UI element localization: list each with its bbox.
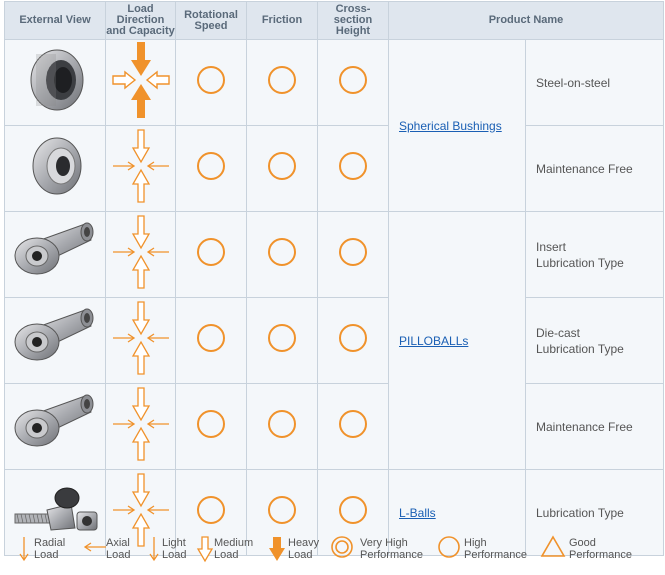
- circle-icon: [318, 150, 388, 187]
- rotational-speed-cell: [176, 212, 247, 298]
- bearing-photo-icon: [5, 126, 105, 211]
- friction-cell: [247, 298, 318, 384]
- circle-icon: [247, 408, 317, 445]
- circle-icon: [247, 150, 317, 187]
- circle-icon: [247, 64, 317, 101]
- header-friction: Friction: [247, 2, 318, 40]
- cross-section-cell: [318, 212, 389, 298]
- product-type: Maintenance Free: [526, 126, 664, 212]
- rotational-speed-cell: [176, 126, 247, 212]
- product-group-link[interactable]: L-Balls: [399, 505, 436, 520]
- table-row: [5, 298, 664, 384]
- bearing-photo-icon: [5, 384, 105, 469]
- product-image: [5, 126, 106, 212]
- circle-icon: [176, 236, 246, 273]
- circle-icon: [318, 236, 388, 273]
- legend-label: Medium Load: [214, 537, 254, 561]
- table-row: [5, 40, 664, 126]
- rotational-speed-cell: [176, 40, 247, 126]
- product-type: Die-cast Lubrication Type: [526, 298, 664, 384]
- medium-load-icon: [106, 126, 175, 211]
- circle-icon: [176, 322, 246, 359]
- table-row: [5, 384, 664, 470]
- circle-icon: [318, 408, 388, 445]
- product-table: [4, 1, 664, 556]
- bearing-photo-icon: [5, 40, 105, 125]
- medium-load-icon: [106, 212, 175, 297]
- load-direction-cell: [106, 384, 176, 470]
- product-image: [5, 384, 106, 470]
- load-direction-cell: [106, 40, 176, 126]
- friction-cell: [247, 40, 318, 126]
- medium-load-icon: [106, 384, 175, 469]
- cross-section-cell: [318, 40, 389, 126]
- product-image: [5, 298, 106, 384]
- bearing-photo-icon: [5, 212, 105, 297]
- header-load: Load Direction and Capacity: [106, 2, 176, 40]
- circle-icon: [176, 494, 246, 531]
- friction-cell: [247, 384, 318, 470]
- rotational-speed-cell: [176, 298, 247, 384]
- friction-cell: [247, 212, 318, 298]
- header-external-view: External View: [5, 2, 106, 40]
- legend-item: [330, 535, 430, 571]
- medium-load-icon: [106, 298, 175, 383]
- circle-icon: [176, 64, 246, 101]
- circle-icon: [247, 322, 317, 359]
- legend-label: Radial Load: [34, 537, 66, 561]
- circle-icon: [318, 494, 388, 531]
- legend: [0, 533, 665, 573]
- circle-icon: [176, 150, 246, 187]
- product-type: Steel-on-steel: [526, 40, 664, 126]
- circle-icon: [247, 494, 317, 531]
- legend-label: High Performance: [464, 537, 527, 561]
- circle-icon: [247, 236, 317, 273]
- circle-icon: [318, 322, 388, 359]
- product-image: [5, 40, 106, 126]
- legend-item: [540, 535, 640, 571]
- product-type: Insert Lubrication Type: [526, 212, 664, 298]
- legend-label: Heavy Load: [288, 537, 320, 561]
- product-group-cell: [389, 212, 526, 470]
- circle-icon: [318, 64, 388, 101]
- product-group-link[interactable]: PILLOBALLs: [399, 333, 469, 348]
- table-row: [5, 212, 664, 298]
- product-type: Lubrication Type: [526, 470, 664, 556]
- cross-section-cell: [318, 384, 389, 470]
- heavy-load-icon: [106, 40, 175, 125]
- product-group-link[interactable]: Spherical Bushings: [399, 118, 502, 133]
- legend-label: Good Performance: [569, 537, 632, 561]
- header-rotational-speed: Rotational Speed: [176, 2, 247, 40]
- legend-label: Very High Performance: [360, 537, 423, 561]
- circle-icon: [176, 408, 246, 445]
- header-cross-section: Cross-section Height: [318, 2, 389, 40]
- table-header-row: [5, 2, 664, 40]
- table-row: [5, 126, 664, 212]
- product-image: [5, 212, 106, 298]
- rotational-speed-cell: [176, 384, 247, 470]
- bearing-photo-icon: [5, 298, 105, 383]
- legend-label: Light Load: [162, 537, 187, 561]
- load-direction-cell: [106, 126, 176, 212]
- legend-item: [437, 535, 537, 571]
- legend-label: Axial Load: [106, 537, 131, 561]
- cross-section-cell: [318, 298, 389, 384]
- load-direction-cell: [106, 298, 176, 384]
- product-type: Maintenance Free: [526, 384, 664, 470]
- header-product-name: Product Name: [389, 2, 664, 40]
- cross-section-cell: [318, 126, 389, 212]
- friction-cell: [247, 126, 318, 212]
- load-direction-cell: [106, 212, 176, 298]
- product-group-cell: [389, 40, 526, 212]
